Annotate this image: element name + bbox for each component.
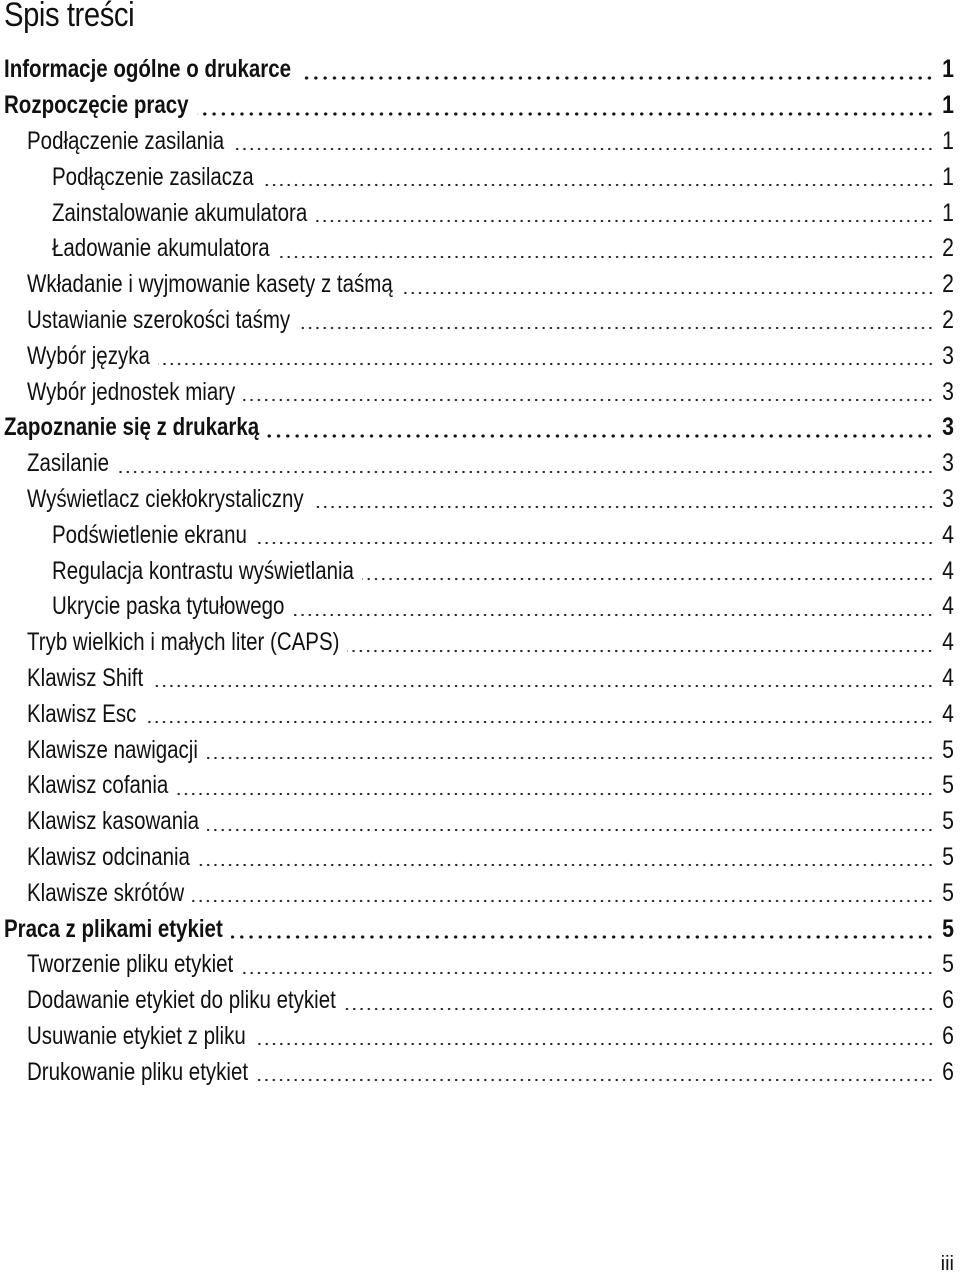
toc-entry[interactable] bbox=[0, 267, 960, 303]
toc-entry-label: Praca z plikami etykiet bbox=[4, 914, 223, 943]
toc-entry-page-number: 5 bbox=[942, 807, 954, 836]
dot-leader bbox=[176, 792, 934, 796]
dot-leader bbox=[207, 828, 934, 832]
toc-entry-page-number: 6 bbox=[942, 1021, 954, 1050]
toc-entry-label: Klawisz odcinania bbox=[27, 842, 190, 871]
toc-entry-page-number: 1 bbox=[942, 162, 954, 191]
dot-leader bbox=[312, 505, 935, 509]
toc-entry-label: Zainstalowanie akumulatora bbox=[52, 198, 308, 227]
dot-leader bbox=[267, 434, 934, 438]
toc-entry[interactable] bbox=[0, 446, 960, 482]
dot-leader bbox=[347, 649, 934, 653]
dot-leader bbox=[256, 1078, 934, 1082]
dot-leader bbox=[241, 971, 934, 975]
dot-leader bbox=[198, 863, 934, 867]
toc-entry[interactable] bbox=[0, 911, 960, 947]
dot-leader bbox=[299, 76, 934, 80]
toc-entry[interactable] bbox=[0, 374, 960, 410]
toc-entry[interactable] bbox=[0, 1019, 960, 1055]
toc-entry-page-number: 5 bbox=[942, 842, 954, 871]
toc-entry[interactable] bbox=[0, 338, 960, 374]
toc-entry-label: Ukrycie paska tytułowego bbox=[52, 592, 285, 621]
dot-leader bbox=[315, 219, 934, 223]
toc-entry-label: Ładowanie akumulatora bbox=[52, 234, 270, 263]
page-title: Spis treści bbox=[4, 0, 135, 34]
toc-entry-label: Zapoznanie się z drukarką bbox=[4, 413, 260, 442]
dot-leader bbox=[231, 935, 934, 939]
toc-entry[interactable] bbox=[0, 732, 960, 768]
toc-entry[interactable] bbox=[0, 124, 960, 160]
toc-entry-label: Informacje ogólne o drukarce bbox=[4, 55, 292, 84]
toc-entry[interactable] bbox=[0, 589, 960, 625]
toc-entry-page-number: 2 bbox=[942, 305, 954, 334]
toc-entry[interactable] bbox=[0, 52, 960, 88]
dot-leader bbox=[254, 1042, 934, 1046]
toc-entry-page-number: 3 bbox=[942, 413, 954, 442]
toc-entry-page-number: 5 bbox=[942, 878, 954, 907]
dot-leader bbox=[278, 255, 934, 259]
toc-entry[interactable] bbox=[0, 1054, 960, 1090]
toc-entry[interactable] bbox=[0, 875, 960, 911]
toc-entry-label: Klawisz Esc bbox=[27, 699, 137, 728]
toc-entry[interactable] bbox=[0, 159, 960, 195]
toc-entry-page-number: 3 bbox=[942, 449, 954, 478]
toc-entry-label: Wybór języka bbox=[27, 341, 150, 370]
toc-entry[interactable] bbox=[0, 482, 960, 518]
toc-entry-label: Klawisz kasowania bbox=[27, 807, 200, 836]
toc-entry[interactable] bbox=[0, 696, 960, 732]
toc-entry-page-number: 4 bbox=[942, 663, 954, 692]
toc-entry[interactable] bbox=[0, 804, 960, 840]
toc-entry-page-number: 1 bbox=[942, 126, 954, 155]
toc-entry[interactable] bbox=[0, 88, 960, 124]
dot-leader bbox=[298, 326, 934, 330]
toc-entry-page-number: 4 bbox=[942, 628, 954, 657]
toc-entry-label: Podświetlenie ekranu bbox=[52, 520, 247, 549]
dot-leader bbox=[401, 291, 934, 295]
toc-entry-label: Podłączenie zasilania bbox=[27, 126, 225, 155]
dot-leader bbox=[255, 541, 934, 545]
toc-entry-page-number: 3 bbox=[942, 484, 954, 513]
toc-entry-label: Wybór jednostek miary bbox=[27, 377, 236, 406]
dot-leader bbox=[292, 613, 934, 617]
toc-entry-page-number: 6 bbox=[942, 986, 954, 1015]
toc-entry-label: Klawisze skrótów bbox=[27, 878, 185, 907]
toc-entry-page-number: 1 bbox=[942, 55, 954, 84]
toc-entry-page-number: 6 bbox=[942, 1057, 954, 1086]
toc-entry-label: Zasilanie bbox=[27, 449, 110, 478]
toc-entry[interactable] bbox=[0, 410, 960, 446]
table-of-contents bbox=[0, 52, 960, 1090]
dot-leader bbox=[206, 756, 934, 760]
toc-entry-page-number: 4 bbox=[942, 520, 954, 549]
toc-entry[interactable] bbox=[0, 231, 960, 267]
dot-leader bbox=[232, 147, 934, 151]
toc-entry[interactable] bbox=[0, 517, 960, 553]
dot-leader bbox=[362, 577, 934, 581]
toc-entry-label: Rozpoczęcie pracy bbox=[4, 91, 189, 120]
toc-entry-page-number: 4 bbox=[942, 556, 954, 585]
toc-entry[interactable] bbox=[0, 947, 960, 983]
toc-entry-page-number: 2 bbox=[942, 234, 954, 263]
toc-entry-label: Tryb wielkich i małych liter (CAPS) bbox=[27, 628, 340, 657]
toc-entry-label: Dodawanie etykiet do pliku etykiet bbox=[27, 986, 336, 1015]
toc-entry-label: Podłączenie zasilacza bbox=[52, 162, 254, 191]
toc-entry[interactable] bbox=[0, 661, 960, 697]
dot-leader bbox=[262, 183, 934, 187]
toc-entry-page-number: 1 bbox=[942, 198, 954, 227]
dot-leader bbox=[158, 362, 934, 366]
toc-entry-page-number: 5 bbox=[942, 771, 954, 800]
toc-entry[interactable] bbox=[0, 553, 960, 589]
dot-leader bbox=[117, 470, 934, 474]
toc-entry[interactable] bbox=[0, 625, 960, 661]
dot-leader bbox=[151, 684, 934, 688]
toc-entry-page-number: 4 bbox=[942, 699, 954, 728]
toc-entry-label: Wyświetlacz ciekłokrystaliczny bbox=[27, 484, 304, 513]
dot-leader bbox=[243, 398, 934, 402]
toc-entry[interactable] bbox=[0, 195, 960, 231]
toc-entry-label: Wkładanie i wyjmowanie kasety z taśmą bbox=[27, 270, 393, 299]
toc-entry[interactable] bbox=[0, 840, 960, 876]
toc-entry-label: Ustawianie szerokości taśmy bbox=[27, 305, 291, 334]
toc-entry-page-number: 1 bbox=[942, 91, 954, 120]
toc-entry[interactable] bbox=[0, 768, 960, 804]
toc-entry-label: Tworzenie pliku etykiet bbox=[27, 950, 234, 979]
toc-entry[interactable] bbox=[0, 983, 960, 1019]
dot-leader bbox=[197, 112, 935, 116]
toc-entry-page-number: 4 bbox=[942, 592, 954, 621]
toc-entry-page-number: 5 bbox=[942, 914, 954, 943]
dot-leader bbox=[144, 720, 934, 724]
toc-entry-page-number: 3 bbox=[942, 377, 954, 406]
toc-entry[interactable] bbox=[0, 303, 960, 339]
toc-entry-label: Regulacja kontrastu wyświetlania bbox=[52, 556, 354, 585]
toc-entry-label: Drukowanie pliku etykiet bbox=[27, 1057, 249, 1086]
toc-entry-label: Klawisz cofania bbox=[27, 771, 169, 800]
toc-entry-label: Klawisze nawigacji bbox=[27, 735, 198, 764]
toc-entry-label: Usuwanie etykiet z pliku bbox=[27, 1021, 246, 1050]
dot-leader bbox=[344, 1007, 934, 1011]
dot-leader bbox=[192, 899, 934, 903]
toc-entry-label: Klawisz Shift bbox=[27, 663, 144, 692]
toc-entry-page-number: 5 bbox=[942, 950, 954, 979]
footer-page-number: iii bbox=[940, 1253, 954, 1275]
toc-entry-page-number: 2 bbox=[942, 270, 954, 299]
toc-entry-page-number: 5 bbox=[942, 735, 954, 764]
toc-entry-page-number: 3 bbox=[942, 341, 954, 370]
